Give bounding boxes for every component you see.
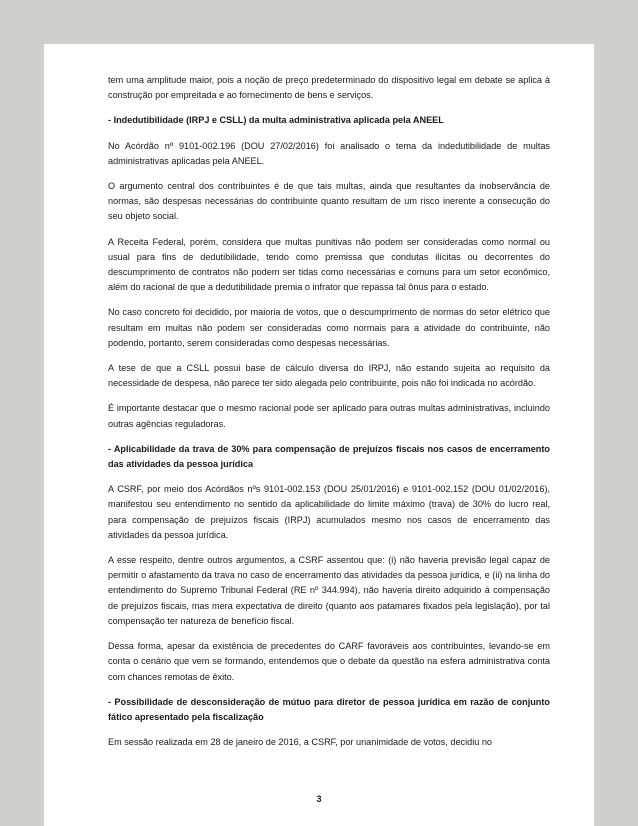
document-page bbox=[44, 44, 594, 826]
paragraph: A CSRF, por meio dos Acórdãos nºs 9101-002.153 (DOU 25/01/2016) e 9101-002.152 (DOU 01/02/2016), manifestou seu entendimento no sentido da aplicabilidade do limite máximo (trava) de 30% do lucro real, para compensação de prejuízos fiscais (IRPJ) acumulados mesmo nos casos de encerramento das atividades da pessoa jurídica. bbox=[108, 484, 550, 540]
section-heading-loan-disregard: - Possibilidade de desconsideração de mútuo para diretor de pessoa jurídica em razão de conjunto fático apresentado pela fiscalização bbox=[108, 696, 550, 722]
page-number: 3 bbox=[316, 794, 322, 804]
paragraph: Dessa forma, apesar da existência de precedentes do CARF favoráveis aos contribuintes, levando-se em conta o cenário que vem se formando, entendemos que o debate da questão na esfera administrativa conta com chances remotas de êxito. bbox=[108, 641, 550, 682]
paragraph: A esse respeito, dentre outros argumentos, a CSRF assentou que: (i) não haveria previsão legal capaz de permitir o afastamento da trava no caso de encerramento das atividades da pessoa jurídica, e (ii) na linha do entendimento do Supremo Tribunal Federal (RE nº 344.994), não haveria direito adquirido à compensação de prejuízos fiscais, mas mera expectativa de direito (quanto aos patamares fixados pela legislação), por tal compensação ter natureza de benefício fiscal. bbox=[108, 555, 550, 626]
section-heading-aneel-fines: - Indedutibilidade (IRPJ e CSLL) da multa administrativa aplicada pela ANEEL bbox=[108, 115, 444, 126]
paragraph: No caso concreto foi decidido, por maioria de votos, que o descumprimento de normas do setor elétrico que resultam em multas não podem ser consideradas como normais para a atividade do contribuinte, não podendo, portanto, serem consideradas como despesas necessárias. bbox=[108, 307, 550, 348]
paragraph: O argumento central dos contribuintes é de que tais multas, ainda que resultantes da inobservância de normas, são despesas necessárias do contribuinte quanto resultam de um risco inerente a consecução do seu objeto social. bbox=[108, 181, 550, 222]
paragraph: É importante destacar que o mesmo racional pode ser aplicado para outras multas administrativas, incluindo outras agências reguladoras. bbox=[108, 403, 550, 429]
paragraph: Em sessão realizada em 28 de janeiro de 2016, a CSRF, por unanimidade de votos, decidiu no bbox=[108, 737, 492, 748]
paragraph-continuation: tem uma amplitude maior, pois a noção de preço predeterminado do dispositivo legal em debate se aplica à construção por empreitada e ao fornecimento de bens e serviços. bbox=[108, 75, 550, 101]
section-heading-tax-loss-limit: - Aplicabilidade da trava de 30% para compensação de prejuízos fiscais nos casos de encerramento das atividades da pessoa jurídica bbox=[108, 443, 550, 470]
page-content bbox=[108, 73, 550, 750]
paragraph: No Acórdão nº 9101-002.196 (DOU 27/02/2016) foi analisado o tema da indedutibilidade de multas administrativas aplicadas pela ANEEL. bbox=[108, 140, 550, 166]
paragraph: A tese de que a CSLL possui base de cálculo diversa do IRPJ, não estando sujeita ao requisito da necessidade de despesa, não parece ter sido alegada pelo contribuinte, pois não foi indicada no acórdão. bbox=[108, 363, 550, 389]
paragraph: A Receita Federal, porém, considera que multas punitivas não podem ser consideradas como normal ou usual para fins de dedutibilidade, tendo como premissa que condutas ilícitas ou decorrentes do descumprimento de contratos não podem ser tidas como necessárias e comuns para um setor econômico, além do racional de que a dedutibilidade premia o infrator que repassa tal ônus para o estado. bbox=[108, 236, 550, 293]
